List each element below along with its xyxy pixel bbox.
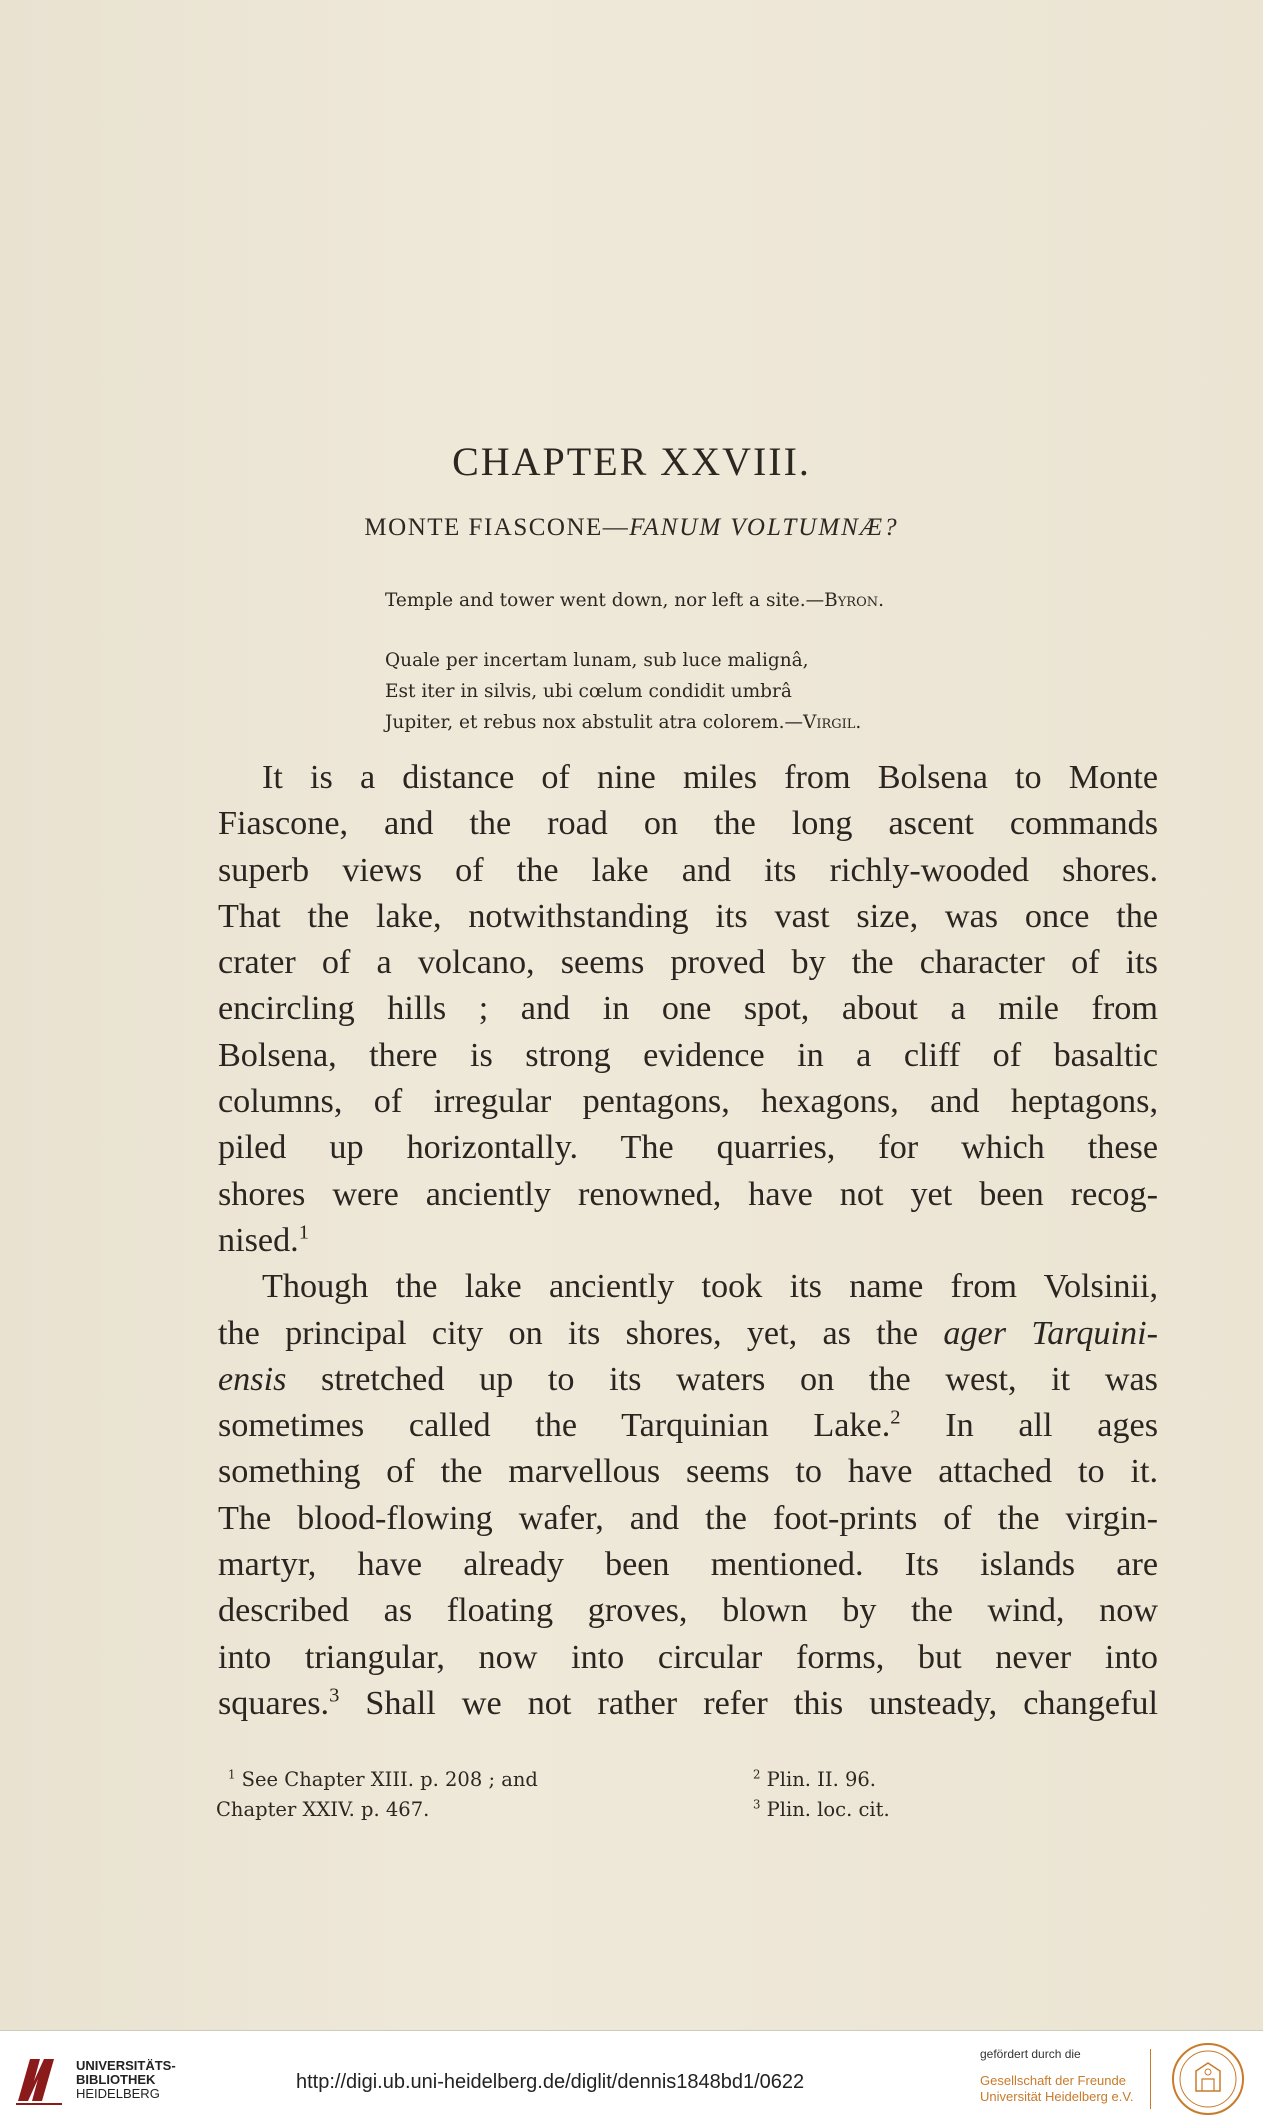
epigraph-virgil-line: Quale per incertam lunam, sub luce malignâ, <box>385 650 809 671</box>
footnote-number: 2 <box>753 1767 761 1782</box>
body-line: It is a distance of nine miles from Bolsena to Monte <box>262 759 1158 796</box>
epigraph-virgil <box>385 645 1025 738</box>
body-italic: ager Tarquini- <box>943 1314 1158 1352</box>
epigraph-virgil-line-text: Jupiter, et rebus nox abstulit atra colorem.— <box>385 712 803 733</box>
body-line: described as floating groves, blown by the wind, now <box>218 1592 1158 1630</box>
epigraph-virgil-author: Virgil. <box>802 712 862 733</box>
epigraph-byron-text: Temple and tower went down, nor left a site.— <box>385 590 825 611</box>
university-library-logo-icon[interactable] <box>14 2051 66 2107</box>
body-line: into triangular, now into circular forms, but never into <box>218 1638 1158 1676</box>
footnote-text: See Chapter XIII. p. 208 ; and <box>235 1768 538 1791</box>
body-line: Bolsena, there is strong evidence in a cliff of basaltic <box>218 1036 1158 1074</box>
permalink-url[interactable]: http://digi.ub.uni-heidelberg.de/diglit/dennis1848bd1/0622 <box>296 2071 805 2093</box>
epigraph-virgil-line: Est iter in silvis, ubi cœlum condidit umbrâ <box>385 681 792 702</box>
library-name-line: HEIDELBERG <box>76 2086 160 2101</box>
footnote-2 <box>753 1768 876 1791</box>
footnote-ref: 2 <box>890 1406 901 1429</box>
body-line: superb views of the lake and its richly-wooded shores. <box>218 851 1158 889</box>
footnote-number: 3 <box>753 1797 761 1812</box>
footnote-3 <box>753 1798 890 1821</box>
body-line: something of the marvellous seems to have attached to it. <box>218 1453 1158 1491</box>
footnote-ref: 3 <box>329 1684 340 1707</box>
library-name-line: UNIVERSITÄTS- <box>76 2058 176 2073</box>
footer-divider <box>1150 2049 1151 2109</box>
body-line-text: In all ages <box>900 1407 1158 1445</box>
epigraph-virgil-line <box>385 707 1025 738</box>
body-line: shores were anciently renowned, have not yet been recog- <box>218 1175 1158 1213</box>
footnote-1 <box>228 1768 538 1791</box>
body-line: Fiascone, and the road on the long ascent commands <box>218 805 1158 843</box>
chapter-subtitle <box>0 514 1263 542</box>
body-line <box>218 1218 1158 1264</box>
footnote-1-continued: Chapter XXIV. p. 467. <box>216 1798 430 1821</box>
body-line <box>218 1403 1158 1449</box>
body-line-text: squares. <box>218 1684 330 1722</box>
body-italic: ensis <box>218 1360 287 1398</box>
body-line: columns, of irregular pentagons, hexagons, and heptagons, <box>218 1083 1158 1121</box>
body-line: martyr, have already been mentioned. Its islands are <box>218 1546 1158 1584</box>
body-line: Though the lake anciently took its name from Volsinii, <box>262 1268 1158 1306</box>
footnote-text: Plin. II. 96. <box>760 1768 876 1791</box>
sponsor-name[interactable] <box>980 2073 1133 2105</box>
body-line-text: Shall we not rather refer this unsteady, changeful <box>339 1684 1158 1722</box>
body-line-text: the principal city on its shores, yet, as the <box>218 1314 944 1352</box>
body-line: That the lake, notwithstanding its vast size, was once the <box>218 897 1158 935</box>
body-line: The blood-flowing wafer, and the foot-prints of the virgin- <box>218 1499 1158 1537</box>
viewer-footer <box>0 2030 1263 2126</box>
sponsor-line: Universität Heidelberg e.V. <box>980 2089 1134 2104</box>
body-line: piled up horizontally. The quarries, for which these <box>218 1129 1158 1167</box>
body-line <box>218 1357 1158 1403</box>
body-line-text: sometimes called the Tarquinian Lake. <box>218 1407 891 1445</box>
body-line <box>218 1311 1158 1357</box>
footnote-text: Plin. loc. cit. <box>760 1798 890 1821</box>
epigraph-byron <box>385 590 1025 611</box>
body-line: encircling hills ; and in one spot, about a mile from <box>218 990 1158 1028</box>
library-name <box>76 2059 176 2101</box>
body-line: crater of a volcano, seems proved by the character of its <box>218 944 1158 982</box>
chapter-title: CHAPTER XXVIII. <box>452 439 811 484</box>
sponsor-line: Gesellschaft der Freunde <box>980 2073 1126 2088</box>
body-text <box>218 755 1158 1727</box>
library-name-line: BIBLIOTHEK <box>76 2072 156 2087</box>
body-line-text: stretched up to its waters on the west, it was <box>286 1360 1158 1398</box>
epigraph-byron-author: Byron. <box>824 590 885 611</box>
subtitle-plain: MONTE FIASCONE— <box>364 514 630 541</box>
body-line <box>218 1681 1158 1727</box>
footnote-ref: 1 <box>298 1221 309 1244</box>
university-seal-icon <box>1170 2041 1246 2117</box>
subtitle-italic: FANUM VOLTUMNÆ? <box>629 514 899 541</box>
body-line-text: nised. <box>218 1221 299 1259</box>
sponsor-intro: gefördert durch die <box>980 2047 1081 2061</box>
footnote-number: 1 <box>228 1767 236 1782</box>
